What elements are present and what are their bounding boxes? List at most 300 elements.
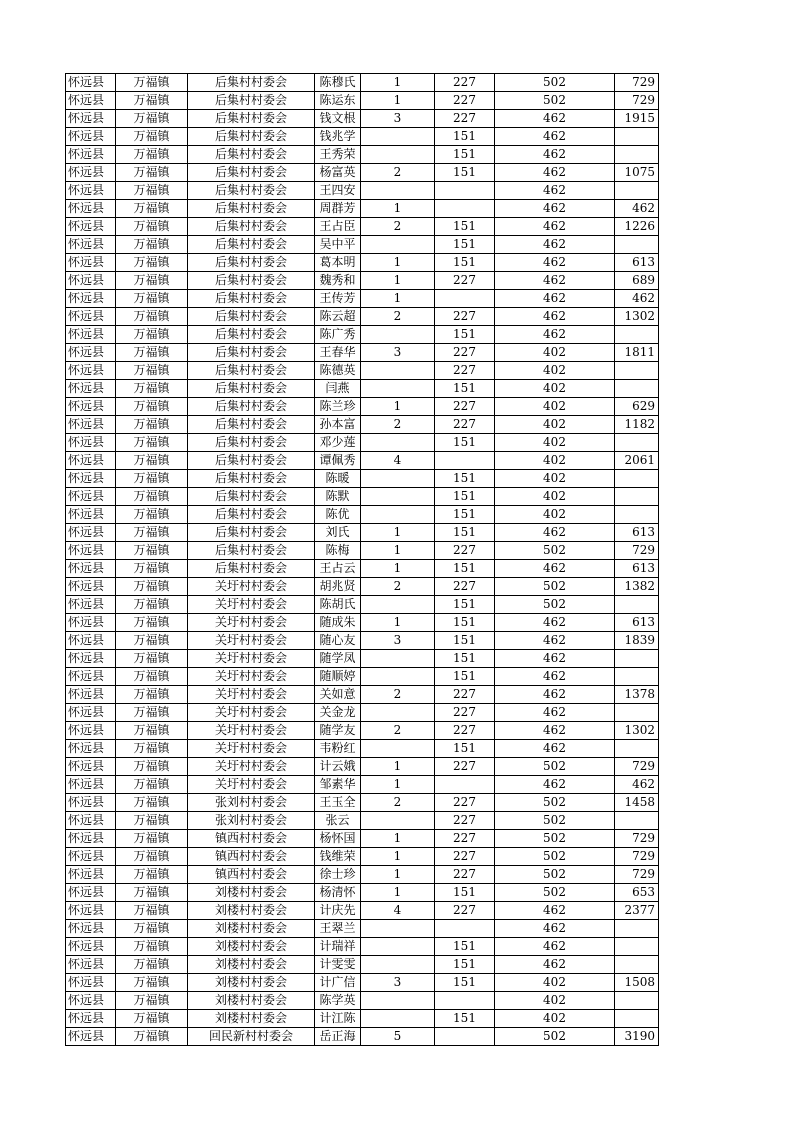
county-cell: 怀远县 <box>66 596 116 614</box>
county-cell: 怀远县 <box>66 650 116 668</box>
town-cell: 万福镇 <box>116 722 188 740</box>
village-committee-cell: 关圩村村委会 <box>188 632 315 650</box>
amount-b-cell: 462 <box>495 740 615 758</box>
amount-b-cell: 502 <box>495 596 615 614</box>
table-row <box>66 452 659 470</box>
amount-a-cell <box>435 776 495 794</box>
total-cell: 613 <box>615 614 659 632</box>
town-cell: 万福镇 <box>116 830 188 848</box>
amount-b-cell: 462 <box>495 704 615 722</box>
town-cell: 万福镇 <box>116 578 188 596</box>
village-committee-cell: 后集村村委会 <box>188 290 315 308</box>
name-cell: 徐士珍 <box>315 866 361 884</box>
table-row <box>66 578 659 596</box>
amount-b-cell: 502 <box>495 758 615 776</box>
count-cell <box>361 506 435 524</box>
town-cell: 万福镇 <box>116 650 188 668</box>
county-cell: 怀远县 <box>66 866 116 884</box>
total-cell: 729 <box>615 758 659 776</box>
town-cell: 万福镇 <box>116 956 188 974</box>
name-cell: 陈胡氏 <box>315 596 361 614</box>
town-cell: 万福镇 <box>116 92 188 110</box>
total-cell: 1458 <box>615 794 659 812</box>
table-row <box>66 146 659 164</box>
amount-a-cell: 227 <box>435 362 495 380</box>
amount-b-cell: 402 <box>495 452 615 470</box>
amount-b-cell: 462 <box>495 632 615 650</box>
amount-b-cell: 402 <box>495 488 615 506</box>
town-cell: 万福镇 <box>116 776 188 794</box>
total-cell <box>615 128 659 146</box>
town-cell: 万福镇 <box>116 866 188 884</box>
amount-b-cell: 462 <box>495 236 615 254</box>
name-cell: 闫燕 <box>315 380 361 398</box>
county-cell: 怀远县 <box>66 1028 116 1046</box>
count-cell: 2 <box>361 218 435 236</box>
amount-b-cell: 462 <box>495 200 615 218</box>
table-row <box>66 722 659 740</box>
table-row <box>66 506 659 524</box>
total-cell <box>615 812 659 830</box>
total-cell <box>615 362 659 380</box>
table-row <box>66 380 659 398</box>
village-committee-cell: 后集村村委会 <box>188 542 315 560</box>
village-committee-cell: 后集村村委会 <box>188 362 315 380</box>
county-cell: 怀远县 <box>66 92 116 110</box>
total-cell <box>615 668 659 686</box>
name-cell: 随学凤 <box>315 650 361 668</box>
village-committee-cell: 后集村村委会 <box>188 434 315 452</box>
count-cell: 3 <box>361 344 435 362</box>
name-cell: 陈优 <box>315 506 361 524</box>
county-cell: 怀远县 <box>66 668 116 686</box>
village-committee-cell: 后集村村委会 <box>188 506 315 524</box>
village-committee-cell: 镇西村村委会 <box>188 848 315 866</box>
total-cell: 729 <box>615 848 659 866</box>
county-cell: 怀远县 <box>66 848 116 866</box>
table-row <box>66 128 659 146</box>
amount-a-cell: 151 <box>435 974 495 992</box>
count-cell: 3 <box>361 110 435 128</box>
total-cell <box>615 956 659 974</box>
town-cell: 万福镇 <box>116 470 188 488</box>
count-cell <box>361 812 435 830</box>
county-cell: 怀远县 <box>66 200 116 218</box>
amount-a-cell: 151 <box>435 146 495 164</box>
amount-a-cell <box>435 452 495 470</box>
total-cell: 1182 <box>615 416 659 434</box>
table-row <box>66 344 659 362</box>
name-cell: 陈德英 <box>315 362 361 380</box>
village-committee-cell: 关圩村村委会 <box>188 722 315 740</box>
amount-b-cell: 462 <box>495 614 615 632</box>
town-cell: 万福镇 <box>116 758 188 776</box>
county-cell: 怀远县 <box>66 398 116 416</box>
count-cell: 4 <box>361 452 435 470</box>
town-cell: 万福镇 <box>116 452 188 470</box>
town-cell: 万福镇 <box>116 146 188 164</box>
name-cell: 王四安 <box>315 182 361 200</box>
amount-b-cell: 402 <box>495 362 615 380</box>
count-cell <box>361 434 435 452</box>
amount-a-cell: 227 <box>435 902 495 920</box>
table-row <box>66 254 659 272</box>
amount-a-cell: 227 <box>435 344 495 362</box>
village-committee-cell: 后集村村委会 <box>188 488 315 506</box>
amount-b-cell: 462 <box>495 164 615 182</box>
total-cell <box>615 146 659 164</box>
count-cell <box>361 956 435 974</box>
county-cell: 怀远县 <box>66 920 116 938</box>
village-committee-cell: 关圩村村委会 <box>188 596 315 614</box>
table-row <box>66 1010 659 1028</box>
village-committee-cell: 张刘村村委会 <box>188 794 315 812</box>
town-cell: 万福镇 <box>116 290 188 308</box>
county-cell: 怀远县 <box>66 956 116 974</box>
total-cell: 613 <box>615 560 659 578</box>
village-committee-cell: 后集村村委会 <box>188 398 315 416</box>
count-cell: 4 <box>361 902 435 920</box>
village-committee-cell: 后集村村委会 <box>188 452 315 470</box>
count-cell: 2 <box>361 416 435 434</box>
village-committee-cell: 关圩村村委会 <box>188 650 315 668</box>
count-cell <box>361 128 435 146</box>
village-committee-cell: 关圩村村委会 <box>188 704 315 722</box>
name-cell: 陈默 <box>315 488 361 506</box>
amount-a-cell <box>435 1028 495 1046</box>
town-cell: 万福镇 <box>116 128 188 146</box>
total-cell: 1811 <box>615 344 659 362</box>
total-cell: 729 <box>615 74 659 92</box>
count-cell: 2 <box>361 686 435 704</box>
amount-a-cell: 227 <box>435 758 495 776</box>
name-cell: 钱文根 <box>315 110 361 128</box>
village-committee-cell: 回民新村村委会 <box>188 1028 315 1046</box>
table-row <box>66 758 659 776</box>
name-cell: 孙本富 <box>315 416 361 434</box>
town-cell: 万福镇 <box>116 254 188 272</box>
total-cell: 613 <box>615 524 659 542</box>
total-cell: 689 <box>615 272 659 290</box>
name-cell: 陈穆氏 <box>315 74 361 92</box>
name-cell: 杨清怀 <box>315 884 361 902</box>
amount-a-cell: 227 <box>435 398 495 416</box>
village-committee-cell: 关圩村村委会 <box>188 614 315 632</box>
amount-b-cell: 462 <box>495 110 615 128</box>
table-row <box>66 470 659 488</box>
count-cell: 1 <box>361 92 435 110</box>
total-cell <box>615 920 659 938</box>
county-cell: 怀远县 <box>66 416 116 434</box>
total-cell: 2377 <box>615 902 659 920</box>
county-cell: 怀远县 <box>66 884 116 902</box>
total-cell <box>615 740 659 758</box>
amount-b-cell: 502 <box>495 1028 615 1046</box>
village-committee-cell: 刘楼村村委会 <box>188 1010 315 1028</box>
total-cell: 729 <box>615 830 659 848</box>
amount-a-cell: 151 <box>435 956 495 974</box>
town-cell: 万福镇 <box>116 362 188 380</box>
county-cell: 怀远县 <box>66 308 116 326</box>
count-cell <box>361 1010 435 1028</box>
village-committee-cell: 后集村村委会 <box>188 560 315 578</box>
total-cell <box>615 488 659 506</box>
village-committee-cell: 张刘村村委会 <box>188 812 315 830</box>
amount-a-cell: 227 <box>435 704 495 722</box>
village-committee-cell: 后集村村委会 <box>188 470 315 488</box>
village-committee-cell: 镇西村村委会 <box>188 830 315 848</box>
town-cell: 万福镇 <box>116 434 188 452</box>
town-cell: 万福镇 <box>116 632 188 650</box>
amount-a-cell <box>435 920 495 938</box>
county-cell: 怀远县 <box>66 380 116 398</box>
amount-b-cell: 402 <box>495 416 615 434</box>
count-cell: 1 <box>361 830 435 848</box>
amount-a-cell: 227 <box>435 722 495 740</box>
total-cell <box>615 938 659 956</box>
amount-a-cell: 151 <box>435 488 495 506</box>
total-cell: 1839 <box>615 632 659 650</box>
county-cell: 怀远县 <box>66 164 116 182</box>
name-cell: 邓少莲 <box>315 434 361 452</box>
name-cell: 陈广秀 <box>315 326 361 344</box>
amount-a-cell: 227 <box>435 92 495 110</box>
name-cell: 关金龙 <box>315 704 361 722</box>
table-row <box>66 290 659 308</box>
town-cell: 万福镇 <box>116 524 188 542</box>
count-cell: 3 <box>361 974 435 992</box>
table-row <box>66 794 659 812</box>
town-cell: 万福镇 <box>116 1028 188 1046</box>
count-cell <box>361 704 435 722</box>
total-cell: 1226 <box>615 218 659 236</box>
amount-a-cell: 151 <box>435 650 495 668</box>
town-cell: 万福镇 <box>116 974 188 992</box>
town-cell: 万福镇 <box>116 704 188 722</box>
name-cell: 钱维荣 <box>315 848 361 866</box>
amount-b-cell: 402 <box>495 974 615 992</box>
table-row <box>66 974 659 992</box>
village-committee-cell: 后集村村委会 <box>188 254 315 272</box>
amount-a-cell: 227 <box>435 110 495 128</box>
table-row <box>66 434 659 452</box>
county-cell: 怀远县 <box>66 74 116 92</box>
table-row <box>66 956 659 974</box>
town-cell: 万福镇 <box>116 200 188 218</box>
table-row <box>66 92 659 110</box>
amount-b-cell: 502 <box>495 848 615 866</box>
table-row <box>66 938 659 956</box>
total-cell: 1378 <box>615 686 659 704</box>
amount-b-cell: 462 <box>495 776 615 794</box>
village-committee-cell: 刘楼村村委会 <box>188 938 315 956</box>
amount-b-cell: 462 <box>495 218 615 236</box>
count-cell <box>361 668 435 686</box>
amount-b-cell: 502 <box>495 794 615 812</box>
name-cell: 邹素华 <box>315 776 361 794</box>
count-cell <box>361 236 435 254</box>
count-cell: 1 <box>361 542 435 560</box>
name-cell: 谭佩秀 <box>315 452 361 470</box>
total-cell <box>615 434 659 452</box>
total-cell: 653 <box>615 884 659 902</box>
total-cell: 729 <box>615 542 659 560</box>
table-row <box>66 776 659 794</box>
name-cell: 随学友 <box>315 722 361 740</box>
town-cell: 万福镇 <box>116 182 188 200</box>
town-cell: 万福镇 <box>116 884 188 902</box>
town-cell: 万福镇 <box>116 992 188 1010</box>
total-cell <box>615 470 659 488</box>
count-cell: 2 <box>361 308 435 326</box>
amount-a-cell: 227 <box>435 416 495 434</box>
count-cell: 1 <box>361 866 435 884</box>
county-cell: 怀远县 <box>66 290 116 308</box>
county-cell: 怀远县 <box>66 740 116 758</box>
amount-a-cell: 227 <box>435 686 495 704</box>
town-cell: 万福镇 <box>116 902 188 920</box>
total-cell <box>615 380 659 398</box>
county-cell: 怀远县 <box>66 902 116 920</box>
name-cell: 随成朱 <box>315 614 361 632</box>
town-cell: 万福镇 <box>116 614 188 632</box>
amount-a-cell: 151 <box>435 506 495 524</box>
amount-a-cell: 227 <box>435 830 495 848</box>
county-cell: 怀远县 <box>66 722 116 740</box>
village-committee-cell: 后集村村委会 <box>188 326 315 344</box>
amount-b-cell: 502 <box>495 830 615 848</box>
table-row <box>66 182 659 200</box>
village-committee-cell: 后集村村委会 <box>188 164 315 182</box>
town-cell: 万福镇 <box>116 596 188 614</box>
town-cell: 万福镇 <box>116 1010 188 1028</box>
count-cell: 2 <box>361 578 435 596</box>
total-cell: 1302 <box>615 308 659 326</box>
amount-a-cell: 227 <box>435 542 495 560</box>
village-committee-cell: 关圩村村委会 <box>188 578 315 596</box>
amount-a-cell: 151 <box>435 218 495 236</box>
count-cell <box>361 146 435 164</box>
county-cell: 怀远县 <box>66 506 116 524</box>
amount-a-cell: 151 <box>435 614 495 632</box>
village-committee-cell: 关圩村村委会 <box>188 758 315 776</box>
amount-a-cell: 151 <box>435 470 495 488</box>
total-cell <box>615 992 659 1010</box>
count-cell <box>361 362 435 380</box>
table-body <box>66 74 659 1046</box>
amount-a-cell: 151 <box>435 740 495 758</box>
count-cell <box>361 740 435 758</box>
county-cell: 怀远县 <box>66 218 116 236</box>
village-committee-cell: 刘楼村村委会 <box>188 956 315 974</box>
table-row <box>66 830 659 848</box>
amount-b-cell: 462 <box>495 668 615 686</box>
village-committee-cell: 后集村村委会 <box>188 344 315 362</box>
name-cell: 葛本明 <box>315 254 361 272</box>
county-cell: 怀远县 <box>66 182 116 200</box>
total-cell: 462 <box>615 200 659 218</box>
county-cell: 怀远县 <box>66 524 116 542</box>
count-cell: 2 <box>361 164 435 182</box>
name-cell: 王占臣 <box>315 218 361 236</box>
total-cell <box>615 236 659 254</box>
amount-b-cell: 402 <box>495 380 615 398</box>
amount-a-cell: 151 <box>435 254 495 272</box>
amount-b-cell: 462 <box>495 956 615 974</box>
village-committee-cell: 后集村村委会 <box>188 308 315 326</box>
town-cell: 万福镇 <box>116 542 188 560</box>
total-cell: 462 <box>615 776 659 794</box>
county-cell: 怀远县 <box>66 326 116 344</box>
amount-a-cell: 151 <box>435 668 495 686</box>
count-cell: 1 <box>361 398 435 416</box>
county-cell: 怀远县 <box>66 812 116 830</box>
name-cell: 随顺婷 <box>315 668 361 686</box>
name-cell: 王秀荣 <box>315 146 361 164</box>
town-cell: 万福镇 <box>116 308 188 326</box>
amount-b-cell: 462 <box>495 920 615 938</box>
name-cell: 王传芳 <box>315 290 361 308</box>
village-committee-cell: 后集村村委会 <box>188 380 315 398</box>
town-cell: 万福镇 <box>116 272 188 290</box>
name-cell: 胡兆贤 <box>315 578 361 596</box>
county-cell: 怀远县 <box>66 758 116 776</box>
amount-a-cell: 227 <box>435 578 495 596</box>
village-committee-cell: 后集村村委会 <box>188 272 315 290</box>
table-row <box>66 632 659 650</box>
town-cell: 万福镇 <box>116 506 188 524</box>
town-cell: 万福镇 <box>116 236 188 254</box>
count-cell: 1 <box>361 614 435 632</box>
village-committee-cell: 后集村村委会 <box>188 128 315 146</box>
total-cell: 2061 <box>615 452 659 470</box>
total-cell: 629 <box>615 398 659 416</box>
county-cell: 怀远县 <box>66 1010 116 1028</box>
table-row <box>66 200 659 218</box>
table-row <box>66 668 659 686</box>
count-cell <box>361 596 435 614</box>
table-row <box>66 920 659 938</box>
village-committee-cell: 关圩村村委会 <box>188 668 315 686</box>
name-cell: 王春华 <box>315 344 361 362</box>
table-row <box>66 326 659 344</box>
amount-a-cell <box>435 290 495 308</box>
table-row <box>66 398 659 416</box>
amount-a-cell: 151 <box>435 560 495 578</box>
total-cell <box>615 506 659 524</box>
village-committee-cell: 后集村村委会 <box>188 110 315 128</box>
name-cell: 陈梅 <box>315 542 361 560</box>
name-cell: 计雯雯 <box>315 956 361 974</box>
table-row <box>66 704 659 722</box>
county-cell: 怀远县 <box>66 344 116 362</box>
county-cell: 怀远县 <box>66 146 116 164</box>
town-cell: 万福镇 <box>116 686 188 704</box>
total-cell <box>615 650 659 668</box>
count-cell: 5 <box>361 1028 435 1046</box>
table-row <box>66 362 659 380</box>
name-cell: 钱兆学 <box>315 128 361 146</box>
table-row <box>66 650 659 668</box>
total-cell: 462 <box>615 290 659 308</box>
name-cell: 杨怀国 <box>315 830 361 848</box>
count-cell: 1 <box>361 254 435 272</box>
county-cell: 怀远县 <box>66 992 116 1010</box>
village-committee-cell: 镇西村村委会 <box>188 866 315 884</box>
town-cell: 万福镇 <box>116 794 188 812</box>
amount-a-cell: 151 <box>435 632 495 650</box>
village-committee-cell: 后集村村委会 <box>188 182 315 200</box>
